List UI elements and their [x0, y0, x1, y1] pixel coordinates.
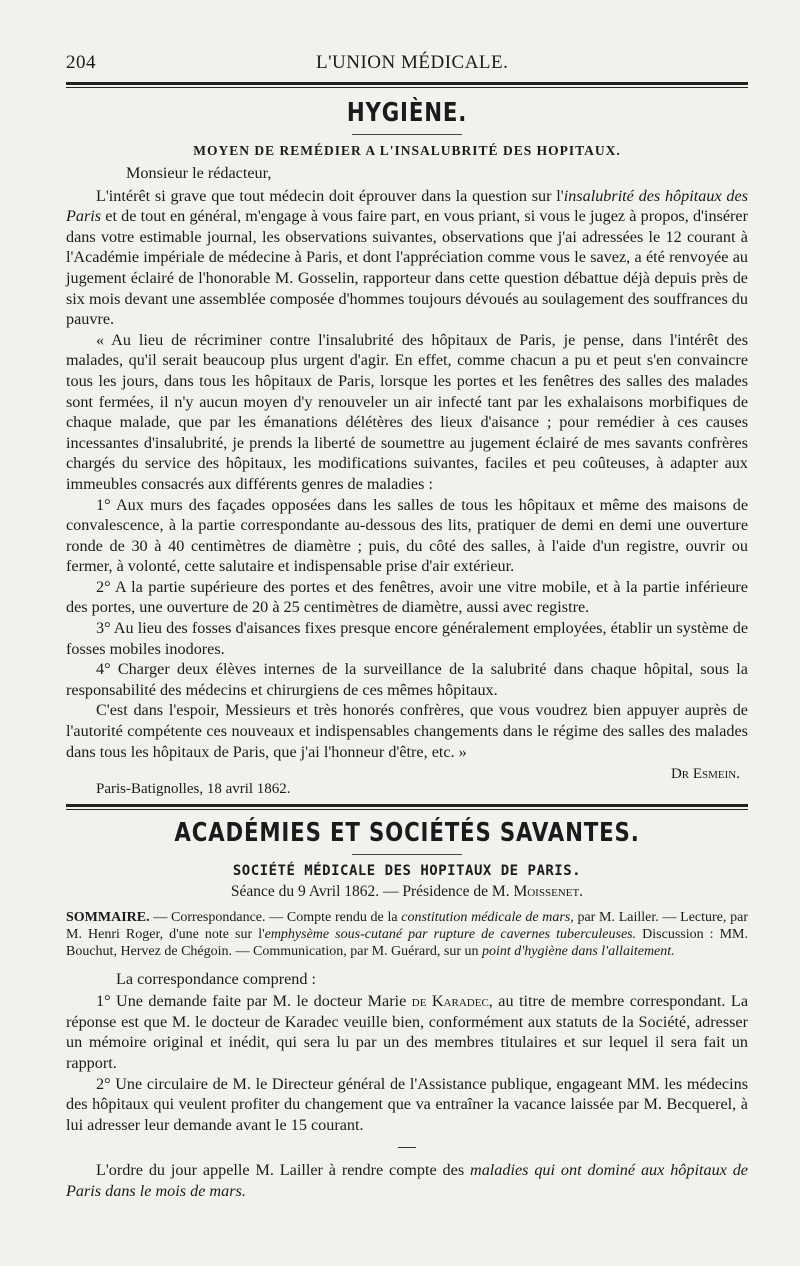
- section-title-hygiene: HYGIÈNE.: [346, 98, 468, 128]
- correspondence-item-1: 1° Une demande faite par M. le docteur Marie de Karadec, au titre de membre correspondant. La réponse est que M. le docteur de Karadec veuille bien, conformément aux statuts de la Société, adresser un mémoire original et inédit, qui sera lu par un des membres titulaires et sur lequel il sera fait un rapport.: [66, 992, 748, 1072]
- signature: Dr Esmein.: [670, 766, 740, 783]
- header-rule: [66, 82, 748, 88]
- paragraph-closing: C'est dans l'espoir, Messieurs et très honorés confrères, que vous voudrez bien appuyer auprès de l'autorité compétente ces nouveaux et indispensables changements dans le régime des salles des malades dans tous les hôpitaux de Paris, que j'ai l'honneur d'être, etc. »: [66, 701, 748, 761]
- paragraph-quote: « Au lieu de récriminer contre l'insalubrité des hôpitaux de Paris, je pense, dans l'intérêt des malades, qu'il serait beaucoup plus urgent d'agir. En effet, comme chacun a pu et peut s'en convaincre tous les jours, dans tous les hôpitaux de Paris, lorsque les portes et les fenêtres des salles des malades sont fermées, il n'y aucun moyen d'y renouveler un air infecté tant par les exhalaisons morbifiques de chaque malade, que par les émanations délétères des lieux d'aisance ; pour remédier à ces causes incessantes d'insalubrité, je prends la liberté de soumettre au jugement éclairé de mes savants confrères chargés du service des hôpitaux, les modifications suivantes, faciles et peu coûteuses, à adapter aux immeubles consacrés aux différents genres de maladies :: [66, 330, 748, 493]
- article-title: MOYEN DE REMÉDIER A L'INSALUBRITÉ DES HOPITAUX.: [193, 143, 621, 158]
- paragraph-item-4: 4° Charger deux élèves internes de la surveillance de la salubrité dans chaque hôpital, sous la responsabilité des médecins et chirurgiens de ces mêmes hôpitaux.: [66, 660, 748, 699]
- journal-title: L'UNION MÉDICALE.: [316, 52, 509, 73]
- section-rule: [66, 804, 748, 810]
- paragraph-intro: L'intérêt si grave que tout médecin doit éprouver dans la question sur l'insalubrité des hôpitaux des Paris et de tout en général, m'engage à vous faire part, en vous priant, si vous le jugez à propos, d'insérer dans votre estimable journal, les observations suivantes, observations que j'ai adressées le 12 courant à l'Académie impériale de médecine à Paris, et dont l'appréciation comme vous le savez, a été renvoyée au jugement éclairé de l'honorable M. Gosselin, rapporteur dans cette question débattue déjà depuis près de six mois devant une assemblée composée d'hommes toujours dévoués au soulagement des souffrances du pauvre.: [66, 186, 748, 329]
- dateline: Paris-Batignolles, 18 avril 1862.: [96, 781, 291, 798]
- paragraph-item-2: 2° A la partie supérieure des portes et des fenêtres, avoir une vitre mobile, et à la partie inférieure des portes, une ouverture de 20 à 25 centimètres de diamètre, aussi avec registre.: [66, 577, 748, 617]
- society-title: SOCIÉTÉ MÉDICALE DES HOPITAUX DE PARIS.: [232, 863, 582, 880]
- salutation: Monsieur le rédacteur,: [126, 164, 272, 182]
- center-dash: [398, 1147, 416, 1148]
- paragraph-item-3: 3° Au lieu des fosses d'aisances fixes presque encore généralement employées, établir un système de fosses mobiles inodores.: [66, 619, 748, 658]
- correspondence-intro: La correspondance comprend :: [116, 970, 317, 989]
- section-divider-2: [352, 854, 462, 855]
- paragraph-item-1: 1° Aux murs des façades opposées dans les salles de tous les hôpitaux et même des maisons de convalescence, à la partie correspondante au-dessous des lits, pratiquer de demi en demi une ouverture ronde de 30 à 40 centimètres de diamètre ; puis, du côté des salles, à l'aide d'un registre, ouvrir ou fermer, à volonté, cette salutaire et indispensable prise d'air extérieur.: [66, 495, 748, 576]
- seance-line: Séance du 9 Avril 1862. — Présidence de M. Moissenet.: [230, 883, 584, 901]
- sommaire: SOMMAIRE. — Correspondance. — Compte rendu de la constitution médicale de mars, par M. Lailler. — Lecture, par M. Henri Roger, d'une note sur l'emphysème sous-cutané par rupture de cavernes tuberculeuses. Discussion : MM. Bouchut, Hervez de Chégoin. — Communication, par M. Guérard, sur un point d'hygiène dans l'allaitement.: [66, 910, 749, 960]
- section-title-academies: ACADÉMIES ET SOCIÉTÉS SAVANTES.: [174, 818, 640, 849]
- correspondence-item-2: 2° Une circulaire de M. le Directeur général de l'Assistance publique, engageant MM. les médecins des hôpitaux qui veulent profiter du changement que va entraîner la vacance laissée par M. Becquerel, à lui adresser leur demande avant le 15 courant.: [66, 1074, 748, 1134]
- section-divider: [352, 134, 462, 135]
- running-head: [66, 52, 748, 80]
- agenda-paragraph: L'ordre du jour appelle M. Lailler à rendre compte des maladies qui ont dominé aux hôpitaux de Paris dans le mois de mars.: [66, 1161, 748, 1200]
- page-number: 204: [66, 52, 96, 73]
